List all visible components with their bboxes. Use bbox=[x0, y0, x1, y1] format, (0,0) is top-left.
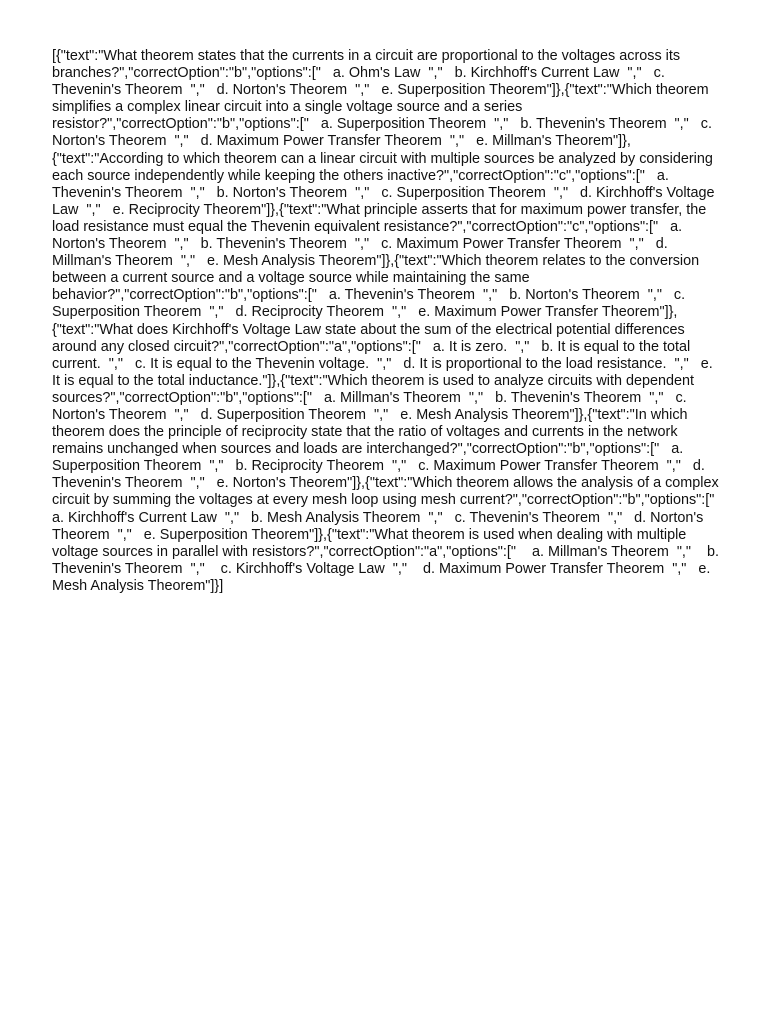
raw-quiz-json-text: [{"text":"What theorem states that the currents in a circuit are proportional to the voltages across its branches?","correctOption":"b","options":[" a. Ohm's Law "," b. Kirchhoff's Current Law "," c. Thevenin's Theorem "," d. Norton's Theorem "," e. Superposition Theorem"]},{"text":"Which theorem simplifies a complex linear circuit into a single voltage source and a series resistor?","correctOption":"b","options":[" a. Superposition Theorem "," b. Thevenin's Theorem "," c. Norton's Theorem "," d. Maximum Power Transfer Theorem "," e. Millman's Theorem"]},{"text":"According to which theorem can a linear circuit with multiple sources be analyzed by considering each source independently while keeping the others inactive?","correctOption":"c","options":[" a. Thevenin's Theorem "," b. Norton's Theorem "," c. Superposition Theorem "," d. Kirchhoff's Voltage Law "," e. Reciprocity Theorem"]},{"text":"What principle asserts that for maximum power transfer, the load resistance must equal the Thevenin equivalent resistance?","correctOption":"c","options":[" a. Norton's Theorem "," b. Thevenin's Theorem "," c. Maximum Power Transfer Theorem "," d. Millman's Theorem "," e. Mesh Analysis Theorem"]},{"text":"Which theorem relates to the conversion between a current source and a voltage source while maintaining the same behavior?","correctOption":"b","options":[" a. Thevenin's Theorem "," b. Norton's Theorem "," c. Superposition Theorem "," d. Reciprocity Theorem "," e. Maximum Power Transfer Theorem"]},{"text":"What does Kirchhoff's Voltage Law state about the sum of the electrical potential differences around any closed circuit?","correctOption":"a","options":[" a. It is zero. "," b. It is equal to the total current. "," c. It is equal to the Thevenin voltage. "," d. It is proportional to the load resistance. "," e. It is equal to the total inductance."]},{"text":"Which theorem is used to analyze circuits with dependent sources?","correctOption":"b","options":[" a. Millman's Theorem "," b. Thevenin's Theorem "," c. Norton's Theorem "," d. Superposition Theorem "," e. Mesh Analysis Theorem"]},{"text":"In which theorem does the principle of reciprocity state that the ratio of voltages and currents in the network remains unchanged when sources and loads are interchanged?","correctOption":"b","options":[" a. Superposition Theorem "," b. Reciprocity Theorem "," c. Maximum Power Transfer Theorem "," d. Thevenin's Theorem "," e. Norton's Theorem"]},{"text":"Which theorem allows the analysis of a complex circuit by summing the voltages at every mesh loop using mesh current?","correctOption":"b","options":[" a. Kirchhoff's Current Law "," b. Mesh Analysis Theorem "," c. Thevenin's Theorem "," d. Norton's Theorem "," e. Superposition Theorem"]},{"text":"What theorem is used when dealing with multiple voltage sources in parallel with resistors?","correctOption":"a","options":[" a. Millman's Theorem "," b. Thevenin's Theorem "," c. Kirchhoff's Voltage Law "," d. Maximum Power Transfer Theorem "," e. Mesh Analysis Theorem"]}] bbox=[52, 48, 727, 594]
